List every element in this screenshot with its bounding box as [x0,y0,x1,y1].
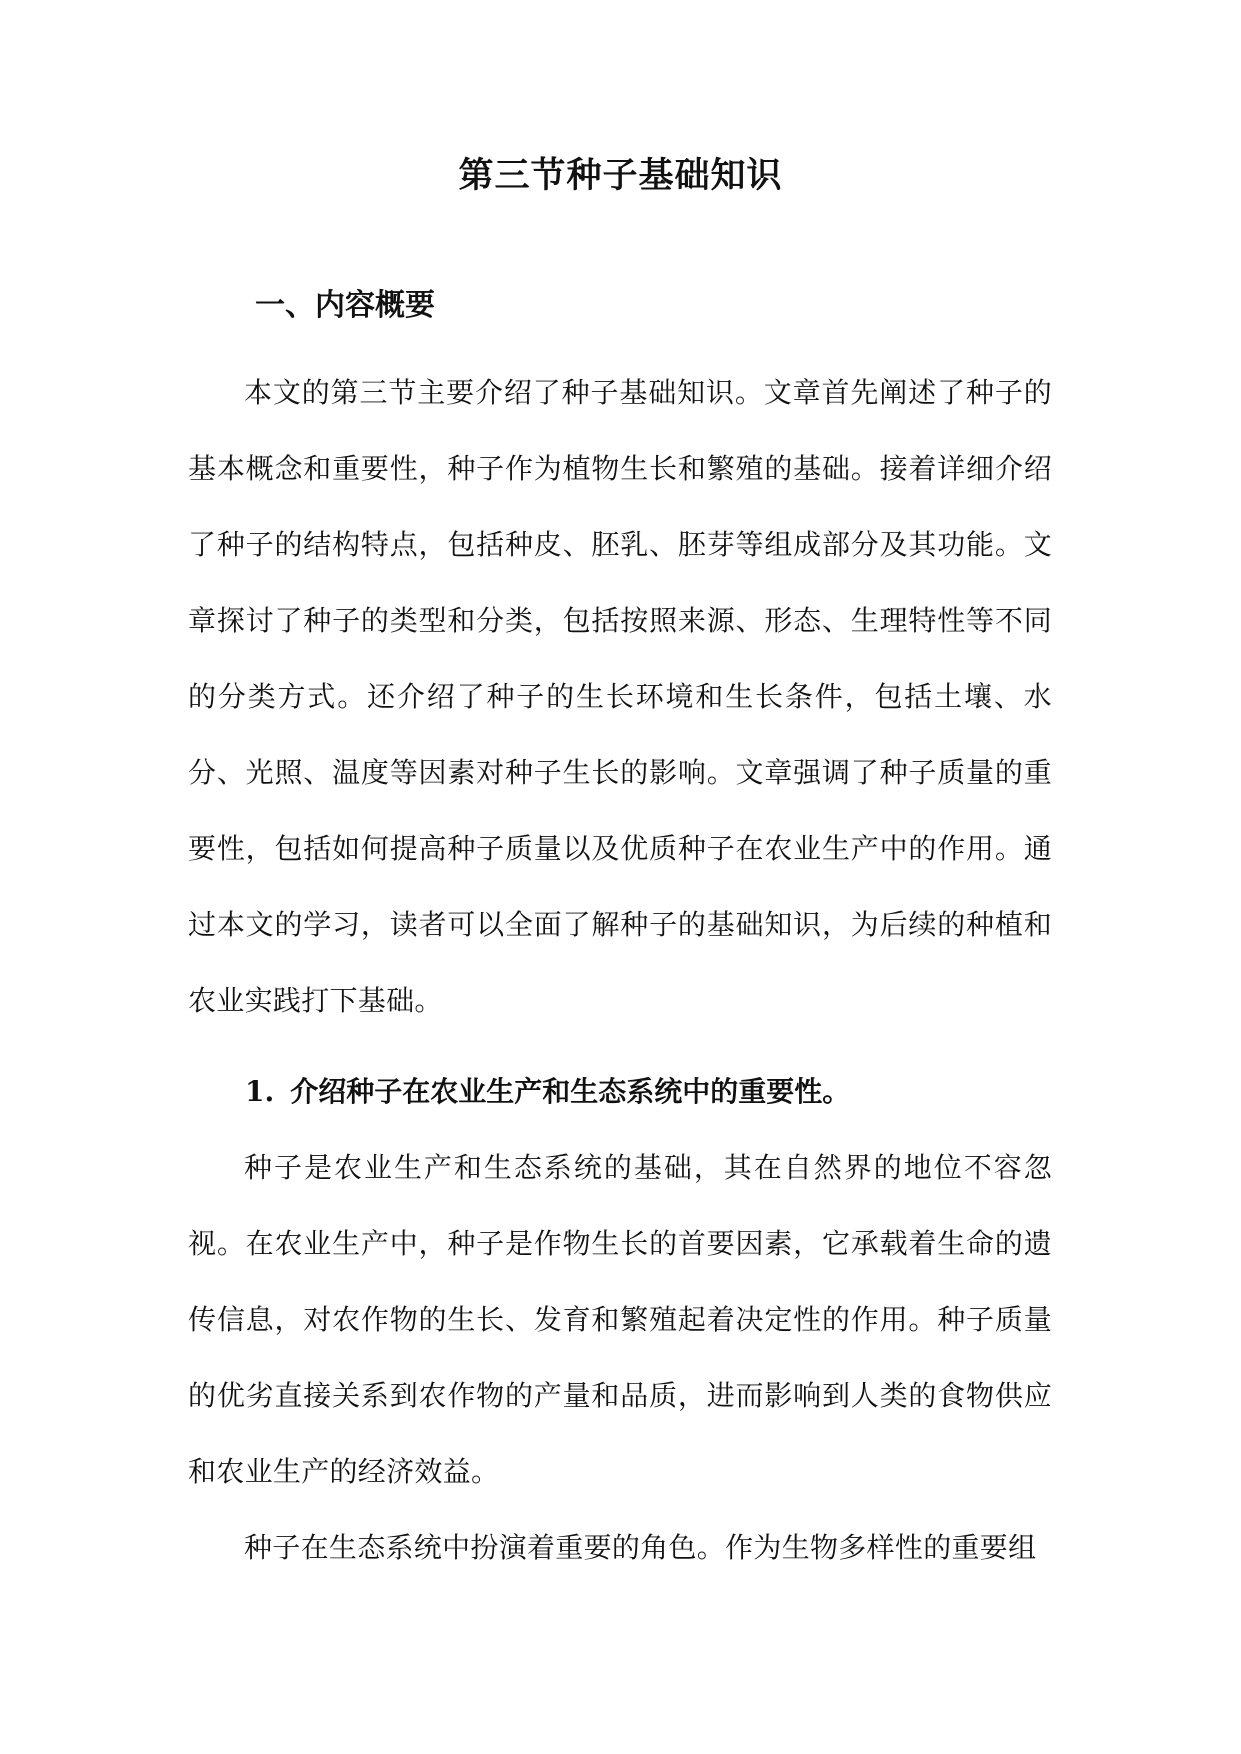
section-heading: 一、内容概要 [255,288,435,323]
body-paragraph: 种子是农业生产和生态系统的基础，其在自然界的地位不容忽视。在农业生产中，种子是作物生长的首要因素，它承载着生命的遗传信息，对农作物的生长、发育和繁殖起着决定性的作用。种子质量的优劣直接关系到农作物的产量和品质，进而影响到人类的食物供应和农业生产的经济效益。 [188,1151,1052,1488]
subsection-heading [245,1070,850,1114]
subsection-number: 1. [245,1075,275,1108]
subsection-heading-text: 介绍种子在农业生产和生态系统中的重要性。 [290,1075,851,1108]
document-title: 第三节种子基础知识 [458,155,783,196]
body-paragraph-continued: 种子在生态系统中扮演着重要的角色。作为生物多样性的重要组 [244,1531,1037,1564]
summary-paragraph: 本文的第三节主要介绍了种子基础知识。文章首先阐述了种子的基本概念和重要性，种子作为植物生长和繁殖的基础。接着详细介绍了种子的结构特点，包括种皮、胚乳、胚芽等组成部分及其功能。文章探讨了种子的类型和分类，包括按照来源、形态、生理特性等不同的分类方式。还介绍了种子的生长环境和生长条件，包括土壤、水分、光照、温度等因素对种子生长的影响。文章强调了种子质量的重要性，包括如何提高种子质量以及优质种子在农业生产中的作用。通过本文的学习，读者可以全面了解种子的基础知识，为后续的种植和农业实践打下基础。 [188,376,1052,1017]
